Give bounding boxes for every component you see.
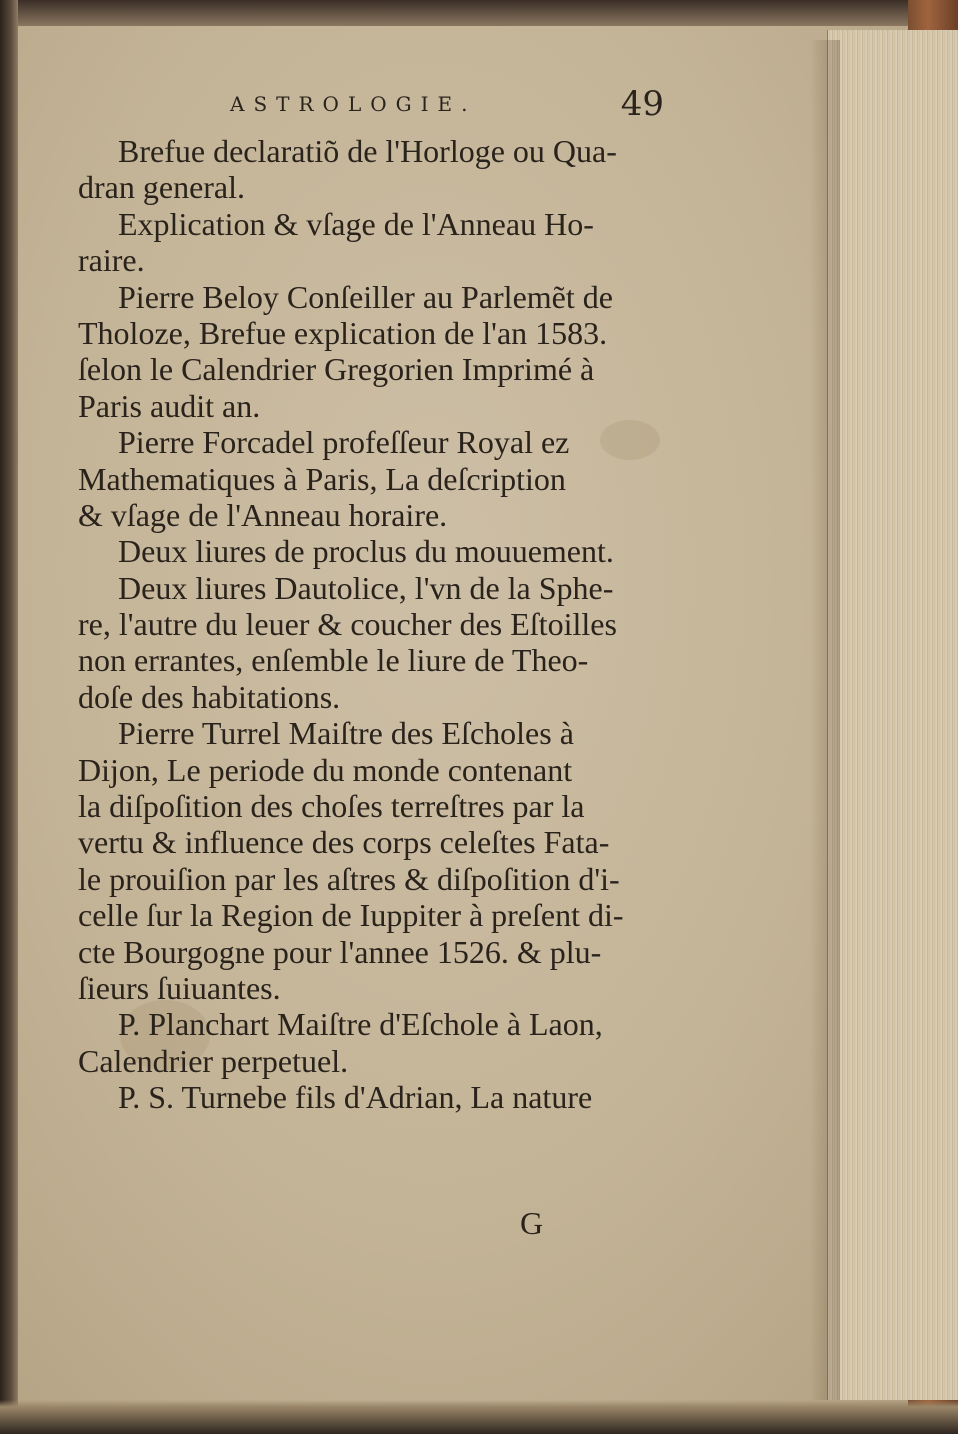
text-line: Deux liures Dautolice, l'vn de la Sphe- bbox=[118, 569, 614, 606]
text-line: Deux liures de proclus du mouuement. bbox=[118, 533, 614, 570]
text-line: & vſage de l'Anneau horaire. bbox=[78, 496, 448, 533]
text-line: Calendrier perpetuel. bbox=[78, 1042, 349, 1079]
text-line: Pierre Turrel Maiſtre des Eſcholes à bbox=[118, 715, 574, 752]
text-line: ſieurs ſuiuantes. bbox=[78, 969, 281, 1006]
text-line: ſelon le Calendrier Gregorien Imprimé à bbox=[78, 351, 595, 388]
text-line: non errantes, enſemble le liure de Theo- bbox=[78, 642, 589, 679]
text-line: P. S. Turnebe fils d'Adrian, La nature bbox=[118, 1079, 593, 1116]
text-line: Explication & vſage de l'Anneau Ho- bbox=[118, 205, 594, 242]
text-line: cte Bourgogne pour l'annee 1526. & plu- bbox=[78, 933, 602, 970]
text-line: Pierre Forcadel profeſſeur Royal ez bbox=[118, 424, 570, 461]
text-line: P. Planchart Maiſtre d'Eſchole à Laon, bbox=[118, 1006, 603, 1043]
text-line: dran general. bbox=[78, 169, 246, 206]
text-line: la diſpoſition des choſes terreſtres par la bbox=[78, 788, 585, 825]
page-fore-edge bbox=[827, 30, 958, 1400]
signature-mark: G bbox=[520, 1205, 544, 1241]
text-line: Mathematiques à Paris, La deſcription bbox=[78, 460, 566, 497]
bottom-shadow-edge bbox=[0, 1400, 958, 1434]
top-shadow-edge bbox=[0, 0, 958, 26]
text-line: vertu & influence des corps celeſtes Fata- bbox=[78, 824, 610, 861]
text-line: re, l'autre du leuer & coucher des Eſtoilles bbox=[78, 606, 617, 643]
running-head bbox=[212, 84, 672, 128]
binding-gutter bbox=[0, 0, 18, 1434]
text-line: Pierre Beloy Conſeiller au Parlemẽt de bbox=[118, 278, 613, 315]
text-line: Paris audit an. bbox=[78, 387, 261, 424]
text-line: Brefue declaratiõ de l'Horloge ou Qua- bbox=[118, 133, 617, 169]
text-line: Dijon, Le periode du monde contenant bbox=[78, 751, 573, 788]
text-line: le prouiſion par les aſtres & diſpoſition d'i- bbox=[78, 860, 620, 897]
page-number: 49 bbox=[620, 84, 664, 124]
text-line: doſe des habitations. bbox=[78, 678, 341, 715]
text-line: celle ſur la Region de Iuppiter à preſent di- bbox=[78, 897, 624, 934]
text-line: Tholoze, Brefue explication de l'an 1583. bbox=[78, 314, 608, 351]
fore-edge-shadow bbox=[810, 40, 840, 1400]
body-text bbox=[78, 133, 678, 1116]
running-title: ASTROLOGIE. bbox=[230, 92, 477, 116]
text-line: raire. bbox=[78, 242, 145, 279]
